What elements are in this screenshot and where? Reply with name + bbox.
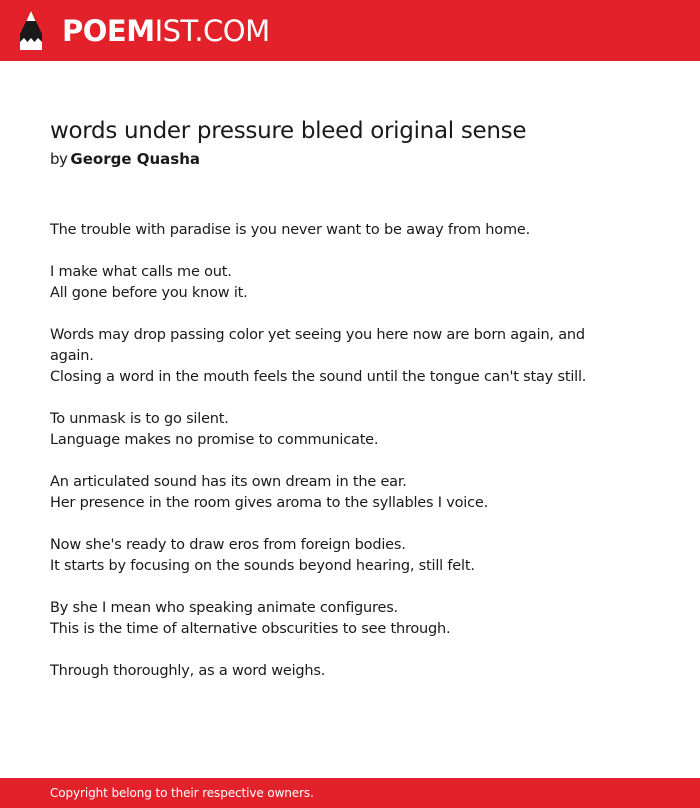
poem-line: Her presence in the room gives aroma to the syllables I voice. xyxy=(50,495,489,511)
poem-line: Words may drop passing color yet seeing you here now are born again, and again. xyxy=(50,327,585,364)
poem-line: The trouble with paradise is you never want to be away from home. xyxy=(50,222,531,238)
stanza xyxy=(50,325,590,388)
stanza xyxy=(50,472,590,514)
stanza xyxy=(50,262,590,304)
poem-line: Closing a word in the mouth feels the sound until the tongue can't stay still. xyxy=(50,369,587,385)
poem-line: By she I mean who speaking animate configures. xyxy=(50,600,398,616)
poem-byline xyxy=(50,148,590,170)
poem-content xyxy=(50,114,590,703)
stanza xyxy=(50,220,590,241)
stanza xyxy=(50,598,590,640)
poem-line: It starts by focusing on the sounds beyond hearing, still felt. xyxy=(50,558,475,574)
logo-text-bold: POEM xyxy=(62,14,155,48)
poem-body xyxy=(50,220,590,682)
poem-line: Language makes no promise to communicate. xyxy=(50,432,379,448)
site-logo-text xyxy=(62,10,270,52)
pencil-tip-icon xyxy=(18,10,44,52)
poem-line: I make what calls me out. xyxy=(50,264,232,280)
stanza xyxy=(50,535,590,577)
site-footer xyxy=(0,778,700,808)
poem-line: This is the time of alternative obscurities to see through. xyxy=(50,621,451,637)
logo-text-light: IST.COM xyxy=(154,14,270,48)
stanza xyxy=(50,661,590,682)
copyright-notice: Copyright belong to their respective owners. xyxy=(50,786,314,800)
poem-line: An articulated sound has its own dream in the ear. xyxy=(50,474,407,490)
poem-title: words under pressure bleed original sense xyxy=(50,118,527,144)
site-logo-link[interactable] xyxy=(18,10,270,52)
poem-line: Through thoroughly, as a word weighs. xyxy=(50,663,326,679)
byline-label: by xyxy=(50,150,68,168)
poem-line: To unmask is to go silent. xyxy=(50,411,229,427)
stanza xyxy=(50,409,590,451)
poem-line: All gone before you know it. xyxy=(50,285,248,301)
site-header xyxy=(0,0,700,61)
poem-line: Now she's ready to draw eros from foreign bodies. xyxy=(50,537,406,553)
poem-author: George Quasha xyxy=(70,150,201,168)
